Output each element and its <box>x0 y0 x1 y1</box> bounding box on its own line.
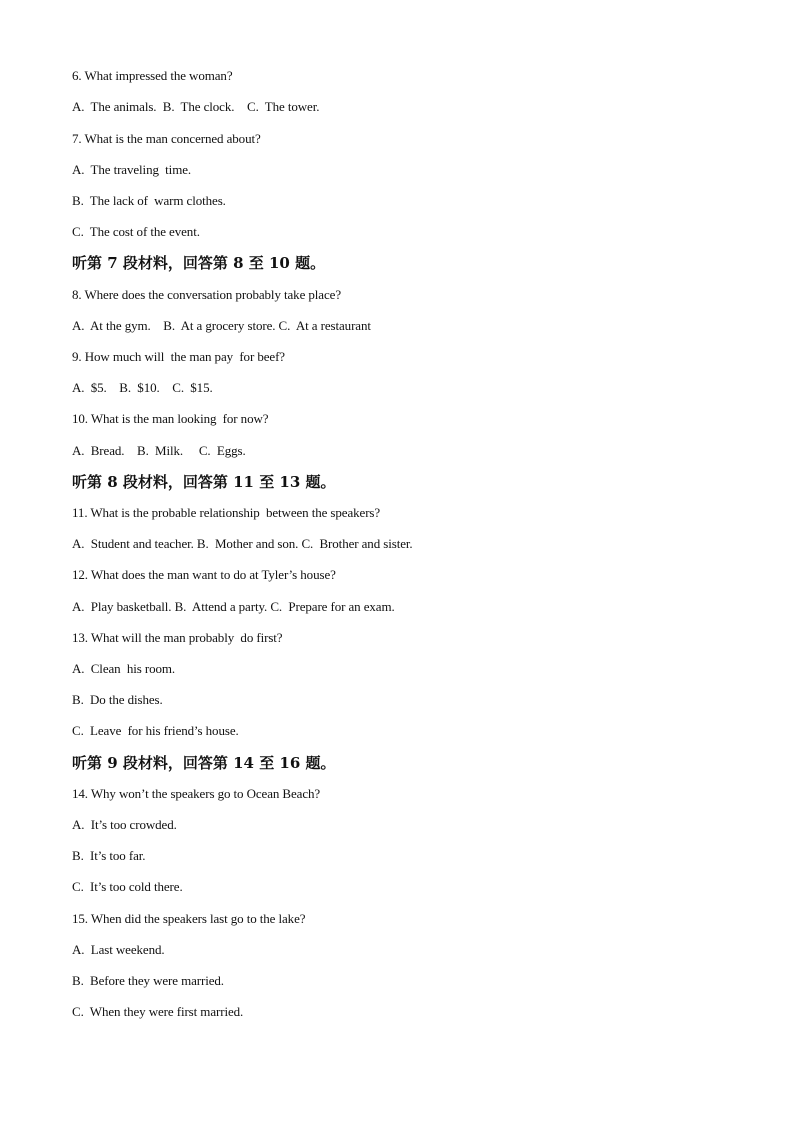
question-6-options: A. The animals. B. The clock. C. The tower. <box>72 99 320 114</box>
section-heading-7: 听第 7 段材料，回答第 8 至 10 题。 <box>72 254 326 272</box>
question-7: 7. What is the man concerned about? <box>72 131 261 146</box>
question-8-options: A. At the gym. B. At a grocery store. C. At a restaurant <box>72 318 371 333</box>
question-12: 12. What does the man want to do at Tyler’s house? <box>72 567 336 582</box>
question-14-option-b: B. It’s too far. <box>72 848 146 863</box>
question-11-options: A. Student and teacher. B. Mother and son. C. Brother and sister. <box>72 536 413 551</box>
question-15-option-c: C. When they were first married. <box>72 1004 244 1019</box>
question-9-options: A. $5. B. $10. C. $15. <box>72 380 213 395</box>
question-7-option-b: B. The lack of warm clothes. <box>72 193 226 208</box>
question-13: 13. What will the man probably do first? <box>72 630 283 645</box>
question-11: 11. What is the probable relationship between the speakers? <box>72 505 381 520</box>
question-10: 10. What is the man looking for now? <box>72 411 269 426</box>
question-8: 8. Where does the conversation probably take place? <box>72 287 341 302</box>
section-heading-9: 听第 9 段材料，回答第 14 至 16 题。 <box>72 754 336 772</box>
question-6: 6. What impressed the woman? <box>72 68 233 83</box>
question-15: 15. When did the speakers last go to the lake? <box>72 911 306 926</box>
question-10-options: A. Bread. B. Milk. C. Eggs. <box>72 443 246 458</box>
question-13-option-b: B. Do the dishes. <box>72 692 163 707</box>
section-heading-8: 听第 8 段材料，回答第 11 至 13 题。 <box>72 473 336 491</box>
question-14-option-c: C. It’s too cold there. <box>72 879 183 894</box>
question-13-option-c: C. Leave for his friend’s house. <box>72 723 239 738</box>
question-13-option-a: A. Clean his room. <box>72 661 176 676</box>
question-7-option-c: C. The cost of the event. <box>72 224 200 239</box>
question-9: 9. How much will the man pay for beef? <box>72 349 285 364</box>
question-14-option-a: A. It’s too crowded. <box>72 817 177 832</box>
question-15-option-b: B. Before they were married. <box>72 973 224 988</box>
question-15-option-a: A. Last weekend. <box>72 942 165 957</box>
question-7-option-a: A. The traveling time. <box>72 162 192 177</box>
question-12-options: A. Play basketball. B. Attend a party. C. Prepare for an exam. <box>72 599 395 614</box>
question-14: 14. Why won’t the speakers go to Ocean Beach? <box>72 786 321 801</box>
